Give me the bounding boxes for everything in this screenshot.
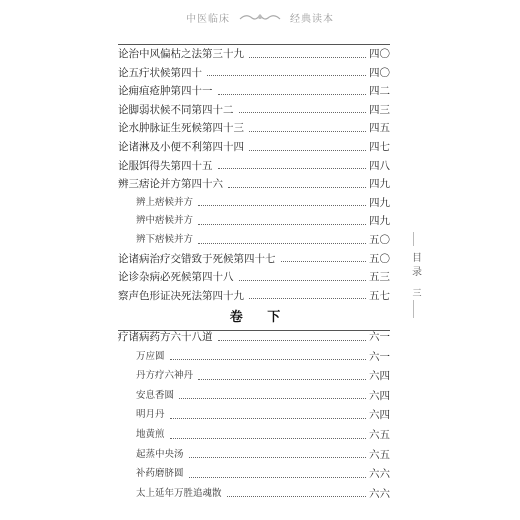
toc-entry[interactable] [118,448,390,462]
toc-section-lower [118,330,390,500]
dot-leader [249,298,366,299]
toc-entry-page: 六四 [369,389,390,402]
toc-entry-title: 论诸病治疗交错致于死候第四十七 [118,252,276,265]
toc-entry-title: 论痈疽疮肿第四十一 [118,85,213,98]
toc-entry-title: 论服饵得失第四十五 [118,159,213,172]
toc-entry-page: 四五 [369,122,390,135]
toc-entry-title: 论五疔状候第四十 [118,66,202,79]
dot-leader [239,112,367,113]
toc-entry-title: 安息香圆 [136,389,175,401]
toc-entry-title: 起蒸中央汤 [136,448,184,460]
side-title-char: 目 [412,253,422,264]
dot-leader [170,418,366,419]
toc-entry[interactable] [118,428,390,442]
dot-leader [198,379,366,380]
toc-entry[interactable] [118,47,390,61]
toc-entry[interactable] [118,196,390,210]
toc-entry-page: 六六 [369,468,390,481]
toc-entry-page: 六四 [369,370,390,383]
toc-entry[interactable] [118,270,390,284]
dot-leader [189,477,366,478]
dot-leader [189,457,366,458]
toc-entry[interactable] [118,121,390,135]
toc-entry-page: 五七 [369,289,390,302]
dot-leader [227,496,366,497]
toc-entry[interactable] [118,159,390,173]
ornament-icon [238,11,282,23]
side-section-title [410,252,424,280]
page-header [0,8,520,26]
toc-entry[interactable] [118,487,390,501]
toc-entry-title: 察声色形证决死法第四十九 [118,289,244,302]
toc-entry-title: 论水肿脉证生死候第四十三 [118,122,244,135]
toc-entry-title: 辨上痞候并方 [136,196,194,208]
toc-entry-page: 五〇 [369,252,390,265]
toc-entry[interactable] [118,252,390,266]
toc-entry-title: 论诸淋及小便不利第四十四 [118,141,244,153]
dot-leader [198,205,366,206]
toc-entry-page: 五〇 [369,234,390,246]
toc-section-upper [118,44,390,302]
toc-entry-title: 地黄煎 [136,429,165,440]
header-left-text: 中医临床 [186,13,230,25]
toc-entry[interactable] [118,214,390,228]
page-number: 三 [412,289,422,299]
toc-entry-title: 辨三痞论并方第四十六 [118,178,223,191]
volume-title: 卷 下 [229,310,291,325]
side-divider-top [413,232,414,246]
toc-entry-title: 丹方疗六神丹 [136,370,194,382]
dot-leader [249,57,366,58]
dot-leader [218,94,367,95]
toc-entry-title: 明月丹 [136,409,165,421]
toc-entry-page: 四〇 [369,66,390,79]
dot-leader [207,75,366,76]
toc-entry[interactable] [118,103,390,117]
toc-entry[interactable] [118,330,390,344]
toc-entry[interactable] [118,389,390,403]
toc-entry-page: 六六 [369,487,390,500]
toc-entry-page: 六一 [369,350,390,363]
toc-entry-title: 疗诸病药方六十八道 [118,331,213,343]
toc-entry-page: 六五 [369,448,390,461]
toc-entry-page: 六一 [369,331,390,343]
dot-leader [170,438,366,439]
dot-leader [198,243,366,244]
toc-entry-title: 补药磨脐圆 [136,468,184,480]
header-right-text: 经典读本 [290,13,334,25]
dot-leader [218,168,367,169]
toc-entry-page: 四七 [369,141,390,153]
toc-entry[interactable] [118,369,390,383]
toc-entry[interactable] [118,289,390,303]
dot-leader [170,359,366,360]
toc-entry-page: 五三 [369,271,390,284]
toc-entry-page: 四九 [369,196,390,209]
toc-entry[interactable] [118,467,390,481]
toc-entry-page: 六五 [369,429,390,441]
toc-entry-page: 四九 [369,178,390,191]
toc-entry-page: 四〇 [369,48,390,60]
toc-entry[interactable] [118,84,390,98]
toc-entry-title: 论治中风偏枯之法第三十九 [118,48,244,60]
dot-leader [179,398,366,399]
toc-entry-page: 四二 [369,85,390,98]
side-title-char: 录 [412,267,422,278]
toc-entry[interactable] [118,177,390,191]
toc-entry-title: 论诊杂病必死候第四十八 [118,271,234,284]
toc-entry-title: 万应圆 [136,350,165,362]
dot-leader [249,150,366,151]
toc-entry-page: 六四 [369,409,390,422]
toc-entry[interactable] [118,233,390,247]
side-divider-bottom [413,300,414,318]
toc-entry-page: 四三 [369,103,390,116]
toc-entry-page: 四九 [369,215,390,228]
toc-entry-title: 太上延年万胜追魂散 [136,487,222,499]
toc-entry-title: 辨中痞候并方 [136,215,194,227]
toc-entry-page: 四八 [369,159,390,172]
dot-leader [239,280,367,281]
dot-leader [249,131,366,132]
dot-leader [198,224,366,225]
toc-entry[interactable] [118,408,390,422]
dot-leader [281,261,367,262]
dot-leader [228,187,366,188]
toc-entry-title: 论脚弱状候不同第四十二 [118,103,234,116]
toc-entry[interactable] [118,350,390,364]
toc-entry-title: 辨下痞候并方 [136,234,194,245]
toc-entry[interactable] [118,66,390,80]
dot-leader [218,340,367,341]
toc-entry[interactable] [118,140,390,154]
